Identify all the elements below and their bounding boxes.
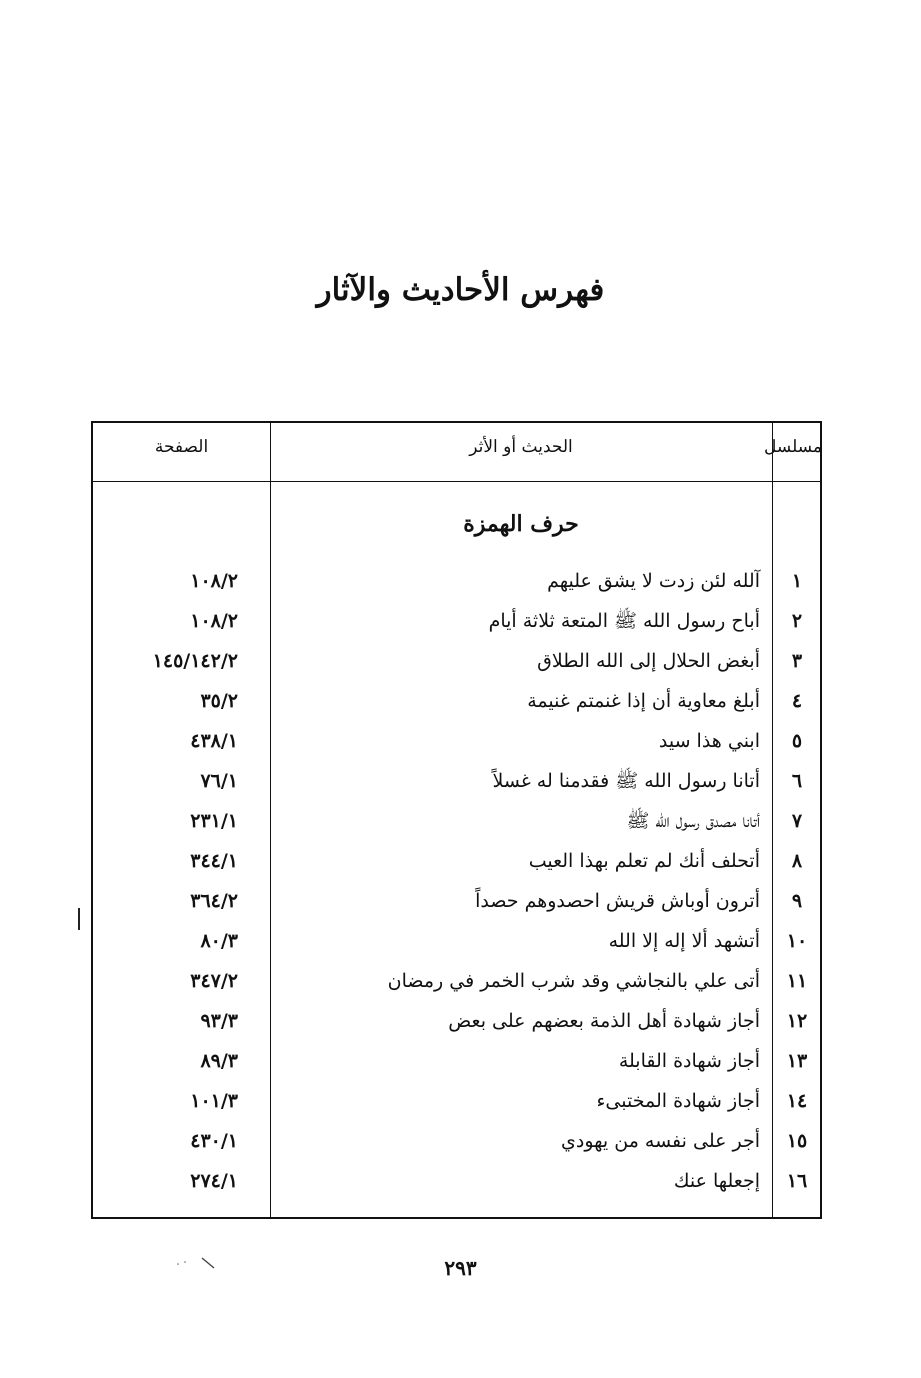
table-row bbox=[93, 685, 820, 725]
row-serial: ٢ bbox=[791, 610, 803, 632]
margin-mark bbox=[78, 908, 80, 930]
table-row bbox=[93, 725, 820, 765]
row-serial: ٤ bbox=[791, 690, 803, 712]
row-page: ١٠٨/٢ bbox=[190, 610, 238, 632]
row-serial: ٩ bbox=[791, 890, 803, 912]
header-page: الصفحة bbox=[154, 437, 209, 457]
row-page: ٣٥/٢ bbox=[200, 690, 238, 712]
row-serial: ١٦ bbox=[786, 1170, 808, 1192]
row-serial: ٣ bbox=[791, 650, 803, 672]
row-page: ٧٦/١ bbox=[200, 770, 238, 792]
row-text: أتانا رسول الله ﷺ فقدمنا له غسلاً bbox=[492, 770, 760, 792]
row-page: ٣٤٤/١ bbox=[190, 850, 238, 872]
row-text: أجاز شهادة أهل الذمة بعضهم على بعض bbox=[448, 1010, 760, 1032]
row-text: أبغض الحلال إلى الله الطلاق bbox=[537, 650, 760, 672]
row-page: ٢٣١/١ bbox=[190, 810, 238, 832]
table-row bbox=[93, 1005, 820, 1045]
row-serial: ٨ bbox=[791, 850, 803, 872]
row-text: أترون أوباش قريش احصدوهم حصداً bbox=[475, 890, 760, 912]
row-serial: ١٤ bbox=[786, 1090, 808, 1112]
row-text: أتشهد ألا إله إلا الله bbox=[608, 930, 760, 952]
row-text: أجاز شهادة المختبىء bbox=[596, 1090, 760, 1112]
row-serial: ١٥ bbox=[786, 1130, 808, 1152]
table-row bbox=[93, 885, 820, 925]
row-text: ابني هذا سيد bbox=[658, 730, 760, 752]
header-text: الحديث أو الأثر bbox=[469, 437, 573, 457]
row-page: ٣٦٤/٢ bbox=[190, 890, 238, 912]
row-page: ٩٣/٣ bbox=[200, 1010, 238, 1032]
row-text: آلله لئن زدت لا يشق عليهم bbox=[547, 570, 760, 592]
table-body bbox=[93, 565, 820, 1205]
row-text: أباح رسول الله ﷺ المتعة ثلاثة أيام bbox=[488, 610, 760, 632]
row-text: أجاز شهادة القابلة bbox=[618, 1050, 760, 1072]
page-number: ٢٩٣ bbox=[444, 1256, 477, 1280]
row-page: ٨٩/٣ bbox=[200, 1050, 238, 1072]
row-serial: ١٣ bbox=[786, 1050, 808, 1072]
row-text: أجر على نفسه من يهودي bbox=[561, 1130, 760, 1152]
index-table bbox=[91, 421, 822, 1219]
table-row bbox=[93, 965, 820, 1005]
table-row bbox=[93, 1085, 820, 1125]
row-text: إجعلها عنك bbox=[673, 1170, 760, 1192]
row-serial: ٥ bbox=[791, 730, 803, 752]
table-row bbox=[93, 645, 820, 685]
table-row bbox=[93, 1045, 820, 1085]
row-page: ٣٤٧/٢ bbox=[190, 970, 238, 992]
section-title: حرف الهمزة bbox=[463, 511, 579, 537]
table-row bbox=[93, 845, 820, 885]
row-page: ١٠١/٣ bbox=[190, 1090, 238, 1112]
row-page: ٤٣٠/١ bbox=[190, 1130, 238, 1152]
table-row bbox=[93, 765, 820, 805]
row-page: ٢٧٤/١ bbox=[190, 1170, 238, 1192]
table-row bbox=[93, 1125, 820, 1165]
table-row bbox=[93, 805, 820, 845]
row-text: أبلغ معاوية أن إذا غنمتم غنيمة bbox=[527, 690, 760, 712]
row-serial: ١٢ bbox=[786, 1010, 808, 1032]
row-serial: ١١ bbox=[786, 970, 808, 992]
row-page: ١٠٨/٢ bbox=[190, 570, 238, 592]
table-row bbox=[93, 565, 820, 605]
header-divider bbox=[93, 481, 820, 482]
page-title: فهرس الأحاديث والآثار bbox=[316, 272, 605, 308]
table-row bbox=[93, 925, 820, 965]
header-serial: مسلسل bbox=[764, 437, 822, 457]
row-serial: ١٠ bbox=[786, 930, 808, 952]
row-serial: ٧ bbox=[791, 810, 803, 832]
row-text: أتى علي بالنجاشي وقد شرب الخمر في رمضان bbox=[387, 970, 760, 992]
table-row bbox=[93, 605, 820, 645]
table-row bbox=[93, 1165, 820, 1205]
row-page: ١٤٥/١٤٢/٢ bbox=[152, 650, 238, 672]
row-page: ٤٣٨/١ bbox=[190, 730, 238, 752]
row-serial: ٦ bbox=[791, 770, 803, 792]
row-page: ٨٠/٣ bbox=[200, 930, 238, 952]
row-serial: ١ bbox=[791, 570, 803, 592]
row-text: أتحلف أنك لم تعلم بهذا العيب bbox=[528, 850, 760, 872]
row-text: أتانا مصدق رسول الله ﷺ bbox=[626, 810, 760, 832]
